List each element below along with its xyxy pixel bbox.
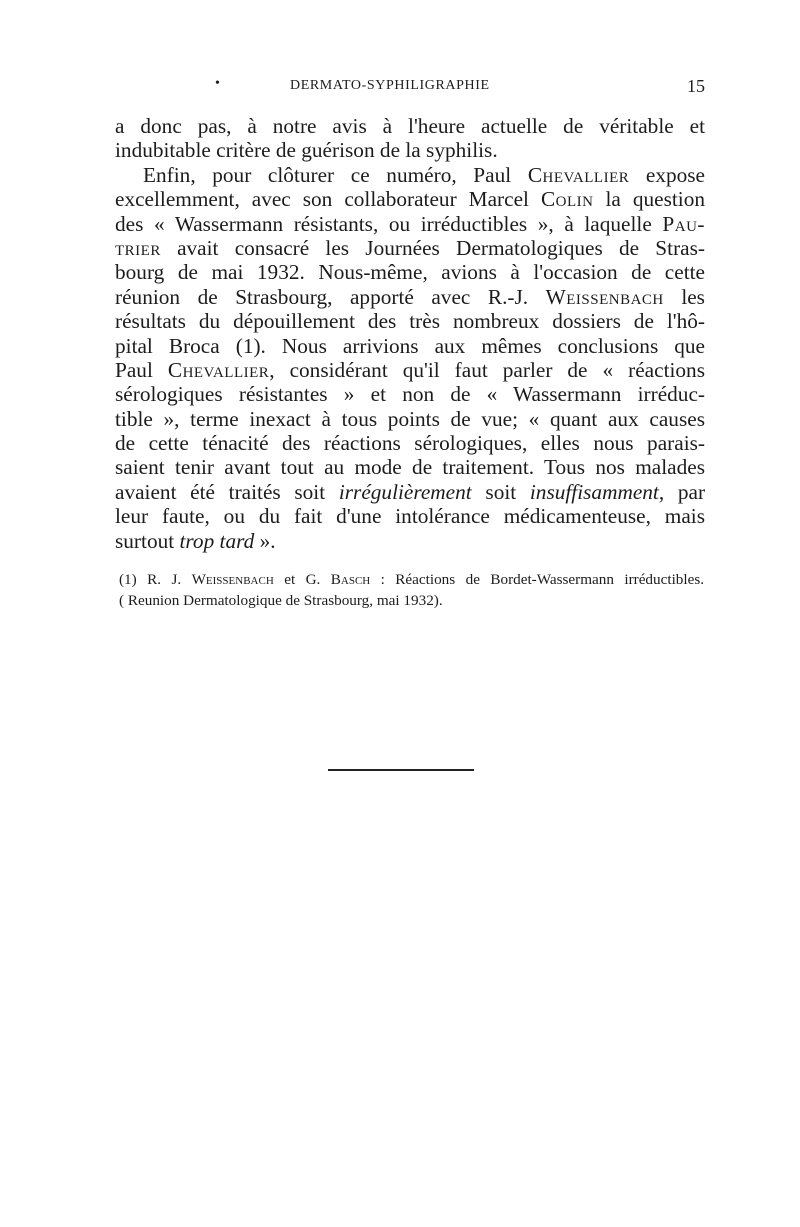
text-line: tible », terme inexact à tous points de vue; « quant aux causes xyxy=(115,406,705,431)
emphasis: insuffisamment xyxy=(529,479,659,504)
text-line: indubitable critère de guérison de la syphilis. xyxy=(115,138,498,163)
footnote-line: (1) R. J. Weissenbach et G. Basch : Réactions de Bordet-Wassermann irréductibles. xyxy=(119,571,705,588)
text-line: Paul Chevallier, considérant qu'il faut parler de « réactions xyxy=(115,357,705,382)
running-header xyxy=(115,76,705,100)
text-line: Enfin, pour clôturer ce numéro, Paul Chevallier expose xyxy=(143,162,706,187)
author-name: Basch xyxy=(330,571,371,588)
text-line: résultats du dépouillement des très nombreux dossiers de l'hô- xyxy=(115,309,705,334)
page-number: 15 xyxy=(687,76,705,96)
text-line: bourg de mai 1932. Nous-même, avions à l'occasion de cette xyxy=(115,260,705,285)
running-title: DERMATO-SYPHILIGRAPHIE xyxy=(290,78,490,93)
author-name: Colin xyxy=(540,187,594,212)
author-name: Weissenbach xyxy=(191,571,274,588)
text-line: trier avait consacré les Journées Dermatologiques de Stras- xyxy=(115,235,705,260)
author-name: Weissenbach xyxy=(545,284,664,309)
emphasis: irrégulièrement xyxy=(338,479,472,504)
author-name: Chevallier xyxy=(527,162,630,187)
text-line: réunion de Strasbourg, apporté avec R.-J. Weissenbach les xyxy=(115,284,705,309)
text-line: excellemment, avec son collaborateur Marcel Colin la question xyxy=(115,187,706,212)
text-line: des « Wassermann résistants, ou irréductibles », à laquelle Pau- xyxy=(115,211,705,236)
text-line: de cette ténacité des réactions sérologiques, elles nous parais- xyxy=(115,431,705,456)
end-rule xyxy=(328,769,474,771)
text-line: pital Broca (1). Nous arrivions aux mêmes conclusions que xyxy=(115,333,705,358)
text-line: sérologiques résistantes » et non de « Wassermann irréduc- xyxy=(115,382,705,407)
text-line: a donc pas, à notre avis à l'heure actuelle de véritable et xyxy=(115,114,705,138)
footnote-line: ( Reunion Dermatologique de Strasbourg, mai 1932). xyxy=(119,592,443,609)
body-paragraphs xyxy=(115,114,705,553)
emphasis: trop tard xyxy=(179,528,255,553)
text-line: leur faute, ou du fait d'une intolérance médicamenteuse, mais xyxy=(115,504,705,529)
author-name: Chevallier xyxy=(167,357,270,382)
text-line: avaient été traités soit irrégulièrement soit insuffisamment, par xyxy=(115,479,706,504)
text-line: saient tenir avant tout au mode de traitement. Tous nos malades xyxy=(115,455,705,480)
author-name: trier xyxy=(115,235,161,260)
header-dot: • xyxy=(215,76,220,91)
text-line: surtout trop tard ». xyxy=(115,528,276,553)
footnote xyxy=(119,569,704,611)
author-name: Pau- xyxy=(662,211,705,236)
